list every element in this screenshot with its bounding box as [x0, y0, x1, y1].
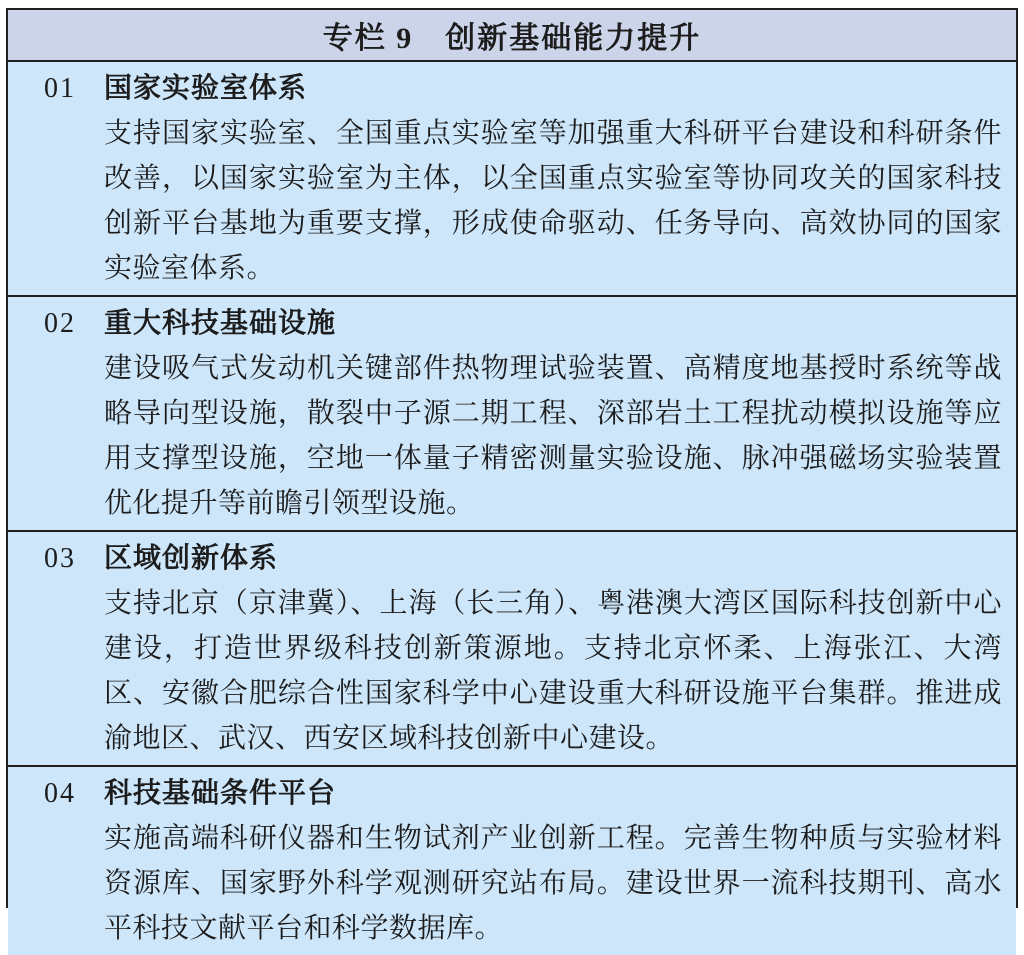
panel-title: 专栏 9 创新基础能力提升: [322, 22, 702, 55]
section-header: [44, 66, 1002, 111]
section-number: 03: [44, 543, 76, 574]
section-header: [44, 771, 1002, 816]
section-major-sci-tech-infrastructure: [8, 297, 1016, 532]
section-number: 02: [44, 308, 76, 339]
section-body-text: 建设吸气式发动机关键部件热物理试验装置、高精度地基授时系统等战略导向型设施，散裂中子源二期工程、深部岩土工程扰动模拟设施等应用支撑型设施，空地一体量子精密测量实验设施、脉冲强磁场实验装置优化提升等前瞻引领型设施。: [104, 353, 1002, 519]
section-number: 04: [44, 778, 76, 809]
section-header: [44, 536, 1002, 581]
section-sci-tech-basic-condition-platform: [8, 767, 1016, 955]
section-heading: 国家实验室体系: [104, 73, 308, 104]
section-body-text: 实施高端科研仪器和生物试剂产业创新工程。完善生物种质与实验材料资源库、国家野外科学观测研究站布局。建设世界一流科技期刊、高水平科技文献平台和科学数据库。: [104, 823, 1002, 944]
section-header: [44, 301, 1002, 346]
panel-title-bar: [8, 10, 1016, 62]
section-heading: 区域创新体系: [104, 543, 279, 574]
section-heading: 科技基础条件平台: [104, 778, 337, 809]
section-national-laboratory-system: [8, 62, 1016, 297]
section-number: 01: [44, 73, 76, 104]
section-body-text: 支持国家实验室、全国重点实验室等加强重大科研平台建设和科研条件改善，以国家实验室为主体，以全国重点实验室等协同攻关的国家科技创新平台基地为重要支撑，形成使命驱动、任务导向、高效协同的国家实验室体系。: [104, 118, 1002, 284]
section-regional-innovation-system: [8, 532, 1016, 767]
column-box-panel: [6, 8, 1018, 944]
section-heading: 重大科技基础设施: [104, 308, 337, 339]
section-body-text: 支持北京（京津冀）、上海（长三角）、粤港澳大湾区国际科技创新中心建设，打造世界级科技创新策源地。支持北京怀柔、上海张江、大湾区、安徽合肥综合性国家科学中心建设重大科研设施平台集群。推进成渝地区、武汉、西安区域科技创新中心建设。: [104, 588, 1002, 754]
